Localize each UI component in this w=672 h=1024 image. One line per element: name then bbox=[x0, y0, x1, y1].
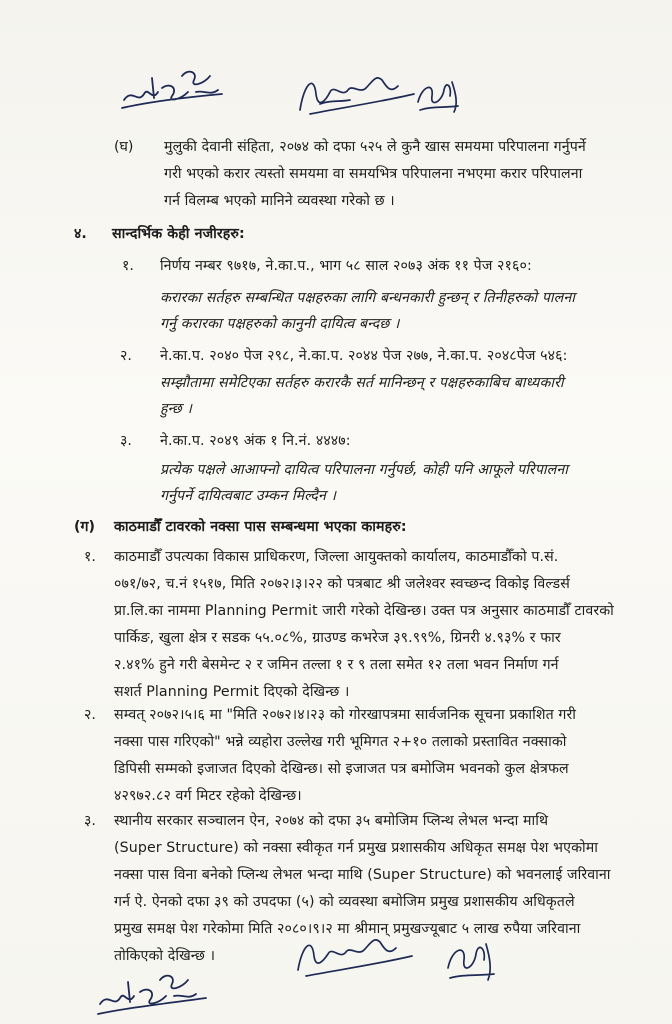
item-gha-line-3: गर्न विलम्ब भएको मानिने व्यवस्था गरेको छ । bbox=[164, 193, 395, 209]
precedent-1-number: १. bbox=[122, 258, 134, 274]
work-1-line-2: ०७१/७२, च.नं १५१७, मिति २०७२।३।२२ को पत्रबाट श्री जलेश्वर स्वच्छन्द विकोइ विल्डर्स bbox=[114, 576, 570, 592]
section-4-number: ४. bbox=[74, 226, 87, 242]
work-1-line-1: काठमाडौँ उपत्यका विकास प्राधिकरण, जिल्ला आयुक्तको कार्यालय, काठमाडौँको प.सं. bbox=[114, 549, 559, 565]
signature-bottom-center bbox=[288, 928, 418, 984]
work-3-line-4: गर्न ऐ. ऐनको दफा ३९ को उपदफा (५) को व्यवस्था बमोजिम प्रमुख प्रशासकीय अधिकृतले bbox=[114, 894, 575, 910]
work-2-line-1: सम्वत् २०७२।५।६ मा "मिति २०७२।४।२३ को गोरखापत्रमा सार्वजनिक सूचना प्रकाशित गरी bbox=[114, 707, 577, 723]
section-4-heading: सान्दर्भिक केही नजीरहरु: bbox=[112, 226, 245, 242]
precedent-1-line-1: करारका सर्तहरु सम्बन्धित पक्षहरुका लागि बन्धनकारी हुन्छन् र तिनीहरुको पालना bbox=[160, 290, 576, 306]
work-2-line-3: डिपिसी सम्मको इजाजत दिएको देखिन्छ। सो इजाजत पत्र बमोजिम भवनको कुल क्षेत्रफल bbox=[114, 761, 569, 777]
work-2-number: २. bbox=[84, 707, 96, 723]
work-1-line-3: प्रा.लि.का नाममा Planning Permit जारी गरेको देखिन्छ। उक्त पत्र अनुसार काठमाडौँ टावरको bbox=[114, 603, 614, 619]
work-3-number: ३. bbox=[84, 813, 96, 829]
signature-top-left bbox=[118, 58, 228, 116]
precedent-3-line-1: प्रत्येक पक्षले आआफ्नो दायित्व परिपालना गर्नुपर्छ, कोही पनि आफूले परिपालना bbox=[160, 462, 569, 478]
work-3-line-5: प्रमुख समक्ष पेश गरेकोमा मिति २०८०।९।२ मा श्रीमान् प्रमुखज्यूबाट ५ लाख रुपैया जरिवाना bbox=[114, 921, 581, 937]
work-1-line-6: सशर्त Planning Permit दिएको देखिन्छ । bbox=[114, 684, 350, 700]
section-ga-heading: काठमाडौँ टावरको नक्सा पास सम्बन्धमा भएका कामहरु: bbox=[114, 519, 407, 535]
signature-bottom-left bbox=[92, 958, 212, 1018]
work-2-line-2: नक्सा पास गरिएको" भन्ने व्यहोरा उल्लेख गरी भूमिगत २+१० तलाको प्रस्तावित नक्साको bbox=[114, 734, 567, 750]
precedent-3-citation: ने.का.प. २०४९ अंक १ नि.नं. ४४४७: bbox=[160, 433, 351, 449]
item-gha-line-2: गरी भएको करार त्यस्तो समयमा वा समयभित्र परिपालना नभएमा करार परिपालना bbox=[164, 166, 583, 182]
precedent-2-citation: ने.का.प. २०४० पेज २९८, ने.का.प. २०४४ पेज २७७, ने.का.प. २०४८पेज ५४६: bbox=[160, 348, 568, 364]
signature-bottom-right bbox=[440, 932, 500, 988]
signature-top-right bbox=[412, 72, 464, 118]
work-1-line-5: २.४१% हुने गरी बेसमेन्ट २ र जमिन तल्ला १ र ९ तला समेत १२ तला भवन निर्माण गर्न bbox=[114, 657, 559, 673]
work-3-line-3: नक्सा पास विना बनेको प्लिन्थ लेभल भन्दा माथि (Super Structure) को भवनलाई जरिवाना bbox=[114, 867, 611, 883]
work-3-line-1: स्थानीय सरकार सञ्चालन ऐन, २०७४ को दफा ३५ बमोजिम प्लिन्थ लेभल भन्दा माथि bbox=[114, 813, 549, 829]
item-gha-label: (घ) bbox=[114, 139, 134, 155]
work-3-line-6: तोकिएको देखिन्छ । bbox=[114, 948, 216, 964]
work-1-line-4: पार्किङ, खुला क्षेत्र र सडक ५५.०८%, ग्राउण्ड कभरेज ३९.९९%, ग्रिनरी ४.९३% र फार bbox=[114, 630, 561, 646]
work-1-number: १. bbox=[84, 549, 96, 565]
signature-top-center bbox=[290, 64, 420, 124]
precedent-2-line-2: हुन्छ । bbox=[160, 401, 192, 417]
work-2-line-4: ४२९७२.८२ वर्ग मिटर रहेको देखिन्छ। bbox=[114, 788, 302, 804]
work-3-line-2: (Super Structure) को नक्सा स्वीकृत गर्न प्रमुख प्रशासकीय अधिकृत समक्ष पेश भएकोमा bbox=[114, 840, 598, 856]
precedent-3-number: ३. bbox=[120, 433, 132, 449]
precedent-3-line-2: गर्नुपर्ने दायित्वबाट उम्कन मिल्दैन । bbox=[160, 488, 337, 504]
item-gha-line-1: मुलुकी देवानी संहिता, २०७४ को दफा ५२५ ले कुनै खास समयमा परिपालना गर्नुपर्ने bbox=[164, 139, 586, 155]
section-ga-label: (ग) bbox=[74, 519, 95, 535]
precedent-1-citation: निर्णय नम्बर ९७१७, ने.का.प., भाग ५८ साल २०७३ अंक ११ पेज २१६०: bbox=[160, 258, 532, 274]
precedent-1-line-2: गर्नु करारका पक्षहरुको कानुनी दायित्व बन्दछ । bbox=[160, 316, 400, 332]
precedent-2-line-1: सम्झौतामा समेटिएका सर्तहरु करारकै सर्त मानिन्छन् र पक्षहरुकाबिच बाध्यकारी bbox=[160, 375, 564, 391]
precedent-2-number: २. bbox=[120, 348, 132, 364]
